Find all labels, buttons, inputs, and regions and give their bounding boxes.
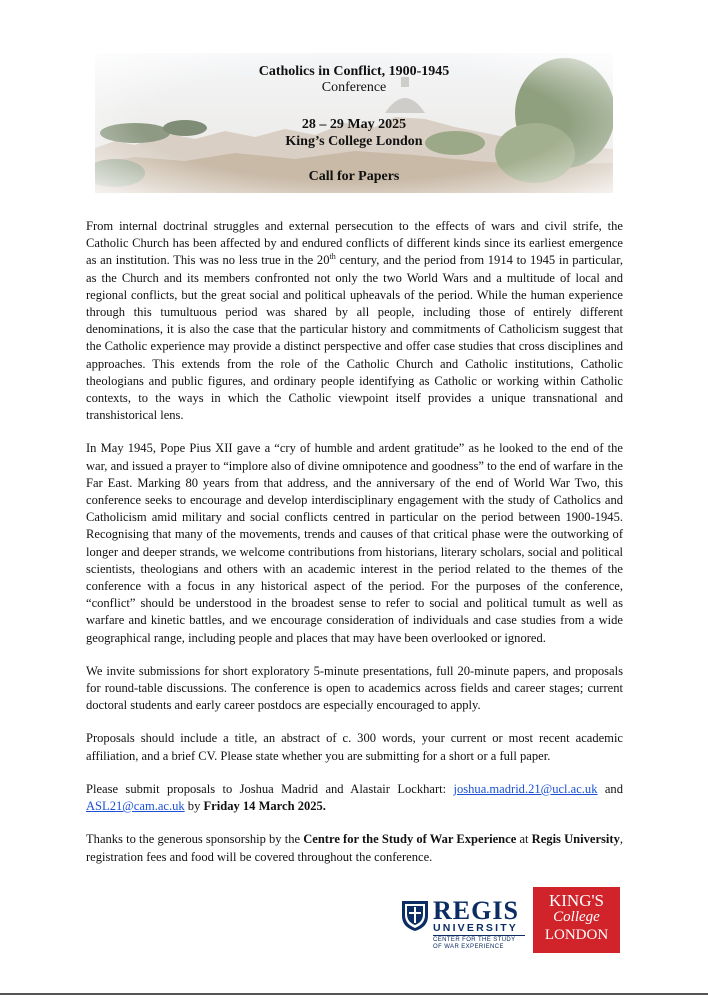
paragraph-intro (86, 218, 623, 424)
paragraph-submit (86, 781, 623, 815)
paragraph-submissions: We invite submissions for short exploratory 5-minute presentations, full 20-minute papers, and proposals for round-table discussions. The conference is open to academics across fields and career stages; current doctoral students and early career postdocs are especially encouraged to apply. (86, 663, 623, 713)
regis-university-word: UNIVERSITY (433, 922, 519, 934)
email-link-joshua[interactable]: joshua.madrid.21@ucl.ac.uk (453, 781, 598, 796)
sponsor-text-b: , registration fees and food will be covered throughout the conference. (86, 832, 623, 864)
kings-line2: College (553, 909, 600, 925)
regis-center-name (433, 937, 516, 951)
paragraph-proposal-requirements: Proposals should include a title, an abstract of c. 300 words, your current or most recent academic affiliation, and a brief CV. Please state whether you are submitting for a short or a full paper. (86, 731, 623, 763)
superscript-th: th (329, 252, 336, 262)
regis-university-logo (401, 895, 527, 955)
deadline: Friday 14 March 2025. (203, 799, 326, 814)
sponsor-text-a: Thanks to the generous sponsorship by the (86, 832, 304, 847)
paragraph-intro-text-b: century, and the period from 1914 to 1945 in particular, as the Church and its members confronted not only the two World Wars and a multitude of local and regional conflicts, but the great social and political upheavals of the period. While the human experience through this tumultuous period was shared by all people, including those of entirely different denominations, it is also the case that the particular history and commitments of Catholicism suggest that the Catholic experience may provide a distinct perspective and offer case studies that cross disciplines and approaches. This extends from the role of the Catholic Church and Catholic institutions, Catholic theologians and public figures, and ordinary people identifying as Catholic or working within Catholic contexts, to the ways in which the Catholic viewpoint itself provides a unique transnational and transhistorical lens. (86, 253, 624, 423)
call-for-papers-heading: Call for Papers (308, 169, 400, 184)
regis-wordmark: REGIS (433, 896, 519, 925)
conference-venue: King’s College London (285, 134, 423, 149)
paragraph-intro-text-a: From internal doctrinal struggles and external persecution to the effects of wars and civil strife, the Catholic Church has been affected by and endured conflicts of different kinds since its earliest emergence as an institution. This was no less true in the 20 (86, 219, 623, 268)
regis-center-line1: CENTER FOR THE STUDY (433, 937, 516, 943)
kings-line3: LONDON (544, 927, 609, 943)
body-text (86, 218, 623, 882)
bottom-divider (0, 993, 708, 995)
paragraph-sponsorship (86, 831, 623, 865)
conference-dates: 28 – 29 May 2025 (301, 117, 407, 132)
submit-and: and (597, 781, 623, 796)
submit-text: Please submit proposals to Joshua Madrid and Alastair Lockhart: (86, 781, 454, 796)
header-banner (95, 53, 613, 193)
email-link-alastair[interactable]: ASL21@cam.ac.uk (86, 799, 185, 814)
sponsor-at: at (516, 832, 532, 847)
kings-line1: KING'S (548, 891, 604, 910)
paragraph-context: In May 1945, Pope Pius XII gave a “cry of humble and ardent gratitude” as he looked to the end of the war, and issued a prayer to “implore also of divine omnipotence and goodness” to the end of warfare in the Far East. Marking 80 years from that address, and the anniversary of the end of World War Two, this conference seeks to encourage and develop interdisciplinary engagement with the study of Catholics and Catholicism amid military and social conflicts centred in particular on the period between 1900-1945. Recognising that many of the movements, trends and causes of that critical phase were the outworking of longer and deeper strands, we welcome contributions from historians, literary scholars, social and political scientists, theologians and others with an academic interest in the period related to the themes of the conference with a focus in any historical aspect of the period. For the purposes of the conference, “conflict” should be understood in the broadest sense to refer to social and political tumult as well as warfare and kinetic battles, and we encourage consideration of individuals and case studies from a wide geographical range, including people and places that may have been overlooked or ignored. (86, 441, 623, 645)
regis-shield-icon (401, 900, 429, 932)
sponsor-regis: Regis University (531, 832, 620, 847)
submit-by: by (184, 799, 204, 814)
kings-college-london-logo (533, 887, 620, 953)
regis-center-line2: OF WAR EXPERIENCE (433, 944, 504, 950)
regis-divider (433, 935, 525, 936)
conference-subtitle: Conference (321, 80, 387, 95)
conference-title: Catholics in Conflict, 1900-1945 (258, 64, 450, 79)
sponsor-centre: Centre for the Study of War Experience (303, 832, 517, 847)
